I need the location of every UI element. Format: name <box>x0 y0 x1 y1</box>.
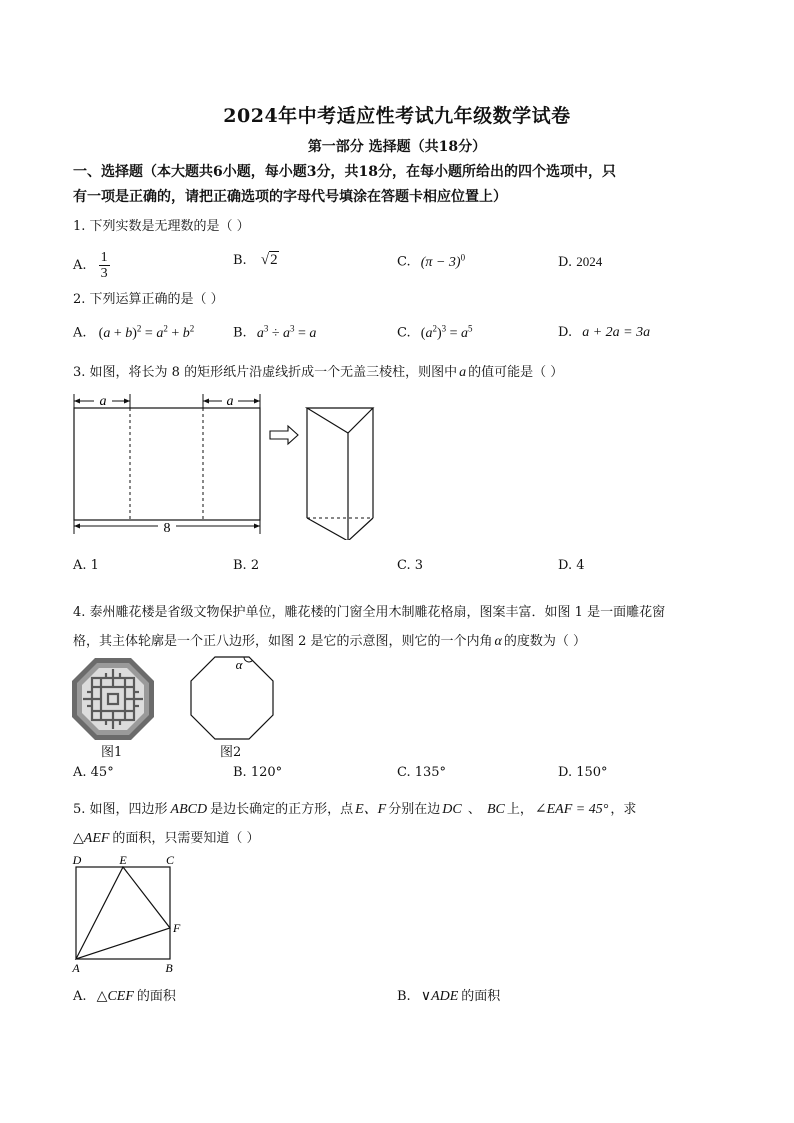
q3-option-c[interactable]: C. 3 <box>397 558 424 573</box>
fold-arrow-icon <box>270 426 298 444</box>
alpha-label: α <box>235 657 243 672</box>
square-abcd <box>76 867 170 959</box>
q5-option-b-triangle: ∨ADE <box>420 989 459 1004</box>
q2-option-b-label: B. <box>233 325 247 341</box>
vertex-f: F <box>173 921 181 935</box>
q5-text: 的面积，只需要知道（ ） <box>112 831 260 846</box>
q4-option-b[interactable]: B. 120° <box>233 765 283 780</box>
page-title: 2024年中考适应性考试九年级数学试卷 <box>223 105 571 127</box>
q5-var-dc: DC <box>442 802 462 817</box>
label-8: 8 <box>163 521 171 536</box>
question-5-stem-line2 <box>73 827 260 847</box>
q4-stem-variable: α <box>494 634 502 649</box>
q5-triangle-aef: △AEF <box>73 831 110 846</box>
expr-base: (π − 3) <box>420 254 461 270</box>
question-4-stem-line1: 4. 泰州雕花楼是省级文物保护单位，雕花楼的门窗全用木制雕花格扇，图案丰富．如图 1 是一面雕花窗 <box>73 605 666 620</box>
fraction-numerator: 1 <box>100 250 108 265</box>
q2-option-d[interactable] <box>558 325 650 341</box>
q1-option-d-value: 2024 <box>576 254 603 269</box>
q1-option-c[interactable] <box>397 252 465 271</box>
vertex-e: E <box>119 853 127 867</box>
prism-top-triangle <box>307 408 373 433</box>
q4-stem-text-end: 的度数为（ ） <box>503 634 587 649</box>
q2-option-b-expr: $a^3 \div a^3 = a$ <box>256 323 317 341</box>
q1-option-a[interactable] <box>73 250 110 281</box>
q2-option-a-label: A. <box>73 325 87 341</box>
q2-option-d-label: D. <box>558 325 573 340</box>
fraction-denominator: 3 <box>100 266 108 281</box>
q5-text: 是边长确定的正方形，点 <box>210 802 354 817</box>
q5-var-ef: E、F <box>355 802 387 817</box>
q1-option-b-label: B. <box>233 253 247 268</box>
sqrt-icon: √2 <box>260 252 278 268</box>
question-5-stem-line1 <box>73 798 636 818</box>
q5-option-b-label: B. <box>397 989 411 1004</box>
q2-option-c-label: C. <box>397 325 411 341</box>
q3-stem-text-end: 的值可能是（ ） <box>468 365 564 380</box>
section-instructions-line2: 有一项是正确的，请把正确选项的字母代号填涂在答题卡相应位置上） <box>73 189 507 205</box>
question-1-stem: 1. 下列实数是无理数的是（ ） <box>73 219 250 234</box>
q5-var-abcd: ABCD <box>170 802 208 817</box>
figure-1-caption: 图1 <box>101 745 123 760</box>
q2-option-a[interactable] <box>73 323 194 342</box>
q2-option-d-expr: a + 2a = 3a <box>582 325 651 340</box>
figure-2-caption: 图2 <box>220 745 242 760</box>
q2-option-b[interactable] <box>233 323 316 342</box>
part-heading: 第一部分 选择题（共18分） <box>307 139 487 155</box>
q5-text: ，求 <box>610 802 637 817</box>
q5-text: 上， <box>506 802 533 817</box>
q5-option-b-text: 的面积 <box>461 989 501 1004</box>
q2-option-c-expr: $(a^2)^3 = a^5$ <box>420 323 473 341</box>
q5-option-b[interactable] <box>397 985 500 1005</box>
q1-option-d[interactable] <box>558 254 602 270</box>
q5-text: 5. 如图，四边形 <box>73 802 168 817</box>
q2-option-c[interactable] <box>397 323 473 342</box>
q3-stem-variable: a <box>459 365 467 380</box>
octagon-diagram <box>186 654 278 742</box>
q4-option-d[interactable]: D. 150° <box>558 765 608 780</box>
q1-option-c-label: C. <box>397 254 411 270</box>
question-4-stem-line2 <box>73 630 586 650</box>
radicand: 2 <box>270 252 278 268</box>
q3-figure <box>66 388 396 540</box>
q5-var-bc: BC <box>486 802 505 817</box>
vertex-c: C <box>165 853 175 867</box>
q1-option-a-fraction <box>99 250 110 281</box>
label-a-right: a <box>226 394 234 409</box>
question-3-stem <box>73 361 563 381</box>
q5-option-a-triangle: △CEF <box>96 989 134 1004</box>
vertex-b: B <box>165 961 173 975</box>
vertex-d: D <box>72 853 82 867</box>
label-a-left: a <box>99 394 107 409</box>
question-2-stem: 2. 下列运算正确的是（ ） <box>73 292 224 307</box>
triangle-aef <box>76 867 170 959</box>
q4-option-a[interactable]: A. 45° <box>73 765 114 780</box>
lattice-window-image <box>70 656 156 742</box>
q5-square-figure <box>66 852 190 976</box>
vertex-a: A <box>72 961 80 975</box>
q3-stem-text: 3. 如图，将长为 8 的矩形纸片沿虚线折成一个无盖三棱柱，则图中 <box>73 365 458 380</box>
q5-option-a-label: A. <box>73 989 87 1004</box>
q5-angle: ∠EAF = 45° <box>534 802 609 817</box>
q3-option-a[interactable]: A. 1 <box>73 558 99 573</box>
q1-option-c-expr <box>420 252 466 270</box>
q1-option-b[interactable] <box>233 252 279 269</box>
regular-octagon <box>191 657 273 739</box>
q5-text: 、 <box>463 802 485 817</box>
q1-option-a-label: A. <box>73 258 87 273</box>
q3-option-d[interactable]: D. 4 <box>558 558 585 573</box>
q3-option-b[interactable]: B. 2 <box>233 558 260 573</box>
q1-option-d-label: D. <box>558 255 573 270</box>
paper-rectangle <box>74 408 260 520</box>
q4-stem-text: 格，其主体轮廓是一个正八边形，如图 2 是它的示意图，则它的一个内角 <box>73 634 493 649</box>
q2-option-a-expr: $(a + b)^2 = a^2 + b^2$ <box>98 323 195 341</box>
q5-option-a[interactable] <box>73 985 176 1005</box>
q5-text: 分别在边 <box>388 802 441 817</box>
section-instructions-line1: 一、选择题（本大题共6小题，每小题3分，共18分，在每小题所给出的四个选项中，只 <box>73 164 616 180</box>
q5-option-a-text: 的面积 <box>136 989 176 1004</box>
expr-exponent: 0 <box>460 252 466 262</box>
q4-option-c[interactable]: C. 135° <box>397 765 447 780</box>
